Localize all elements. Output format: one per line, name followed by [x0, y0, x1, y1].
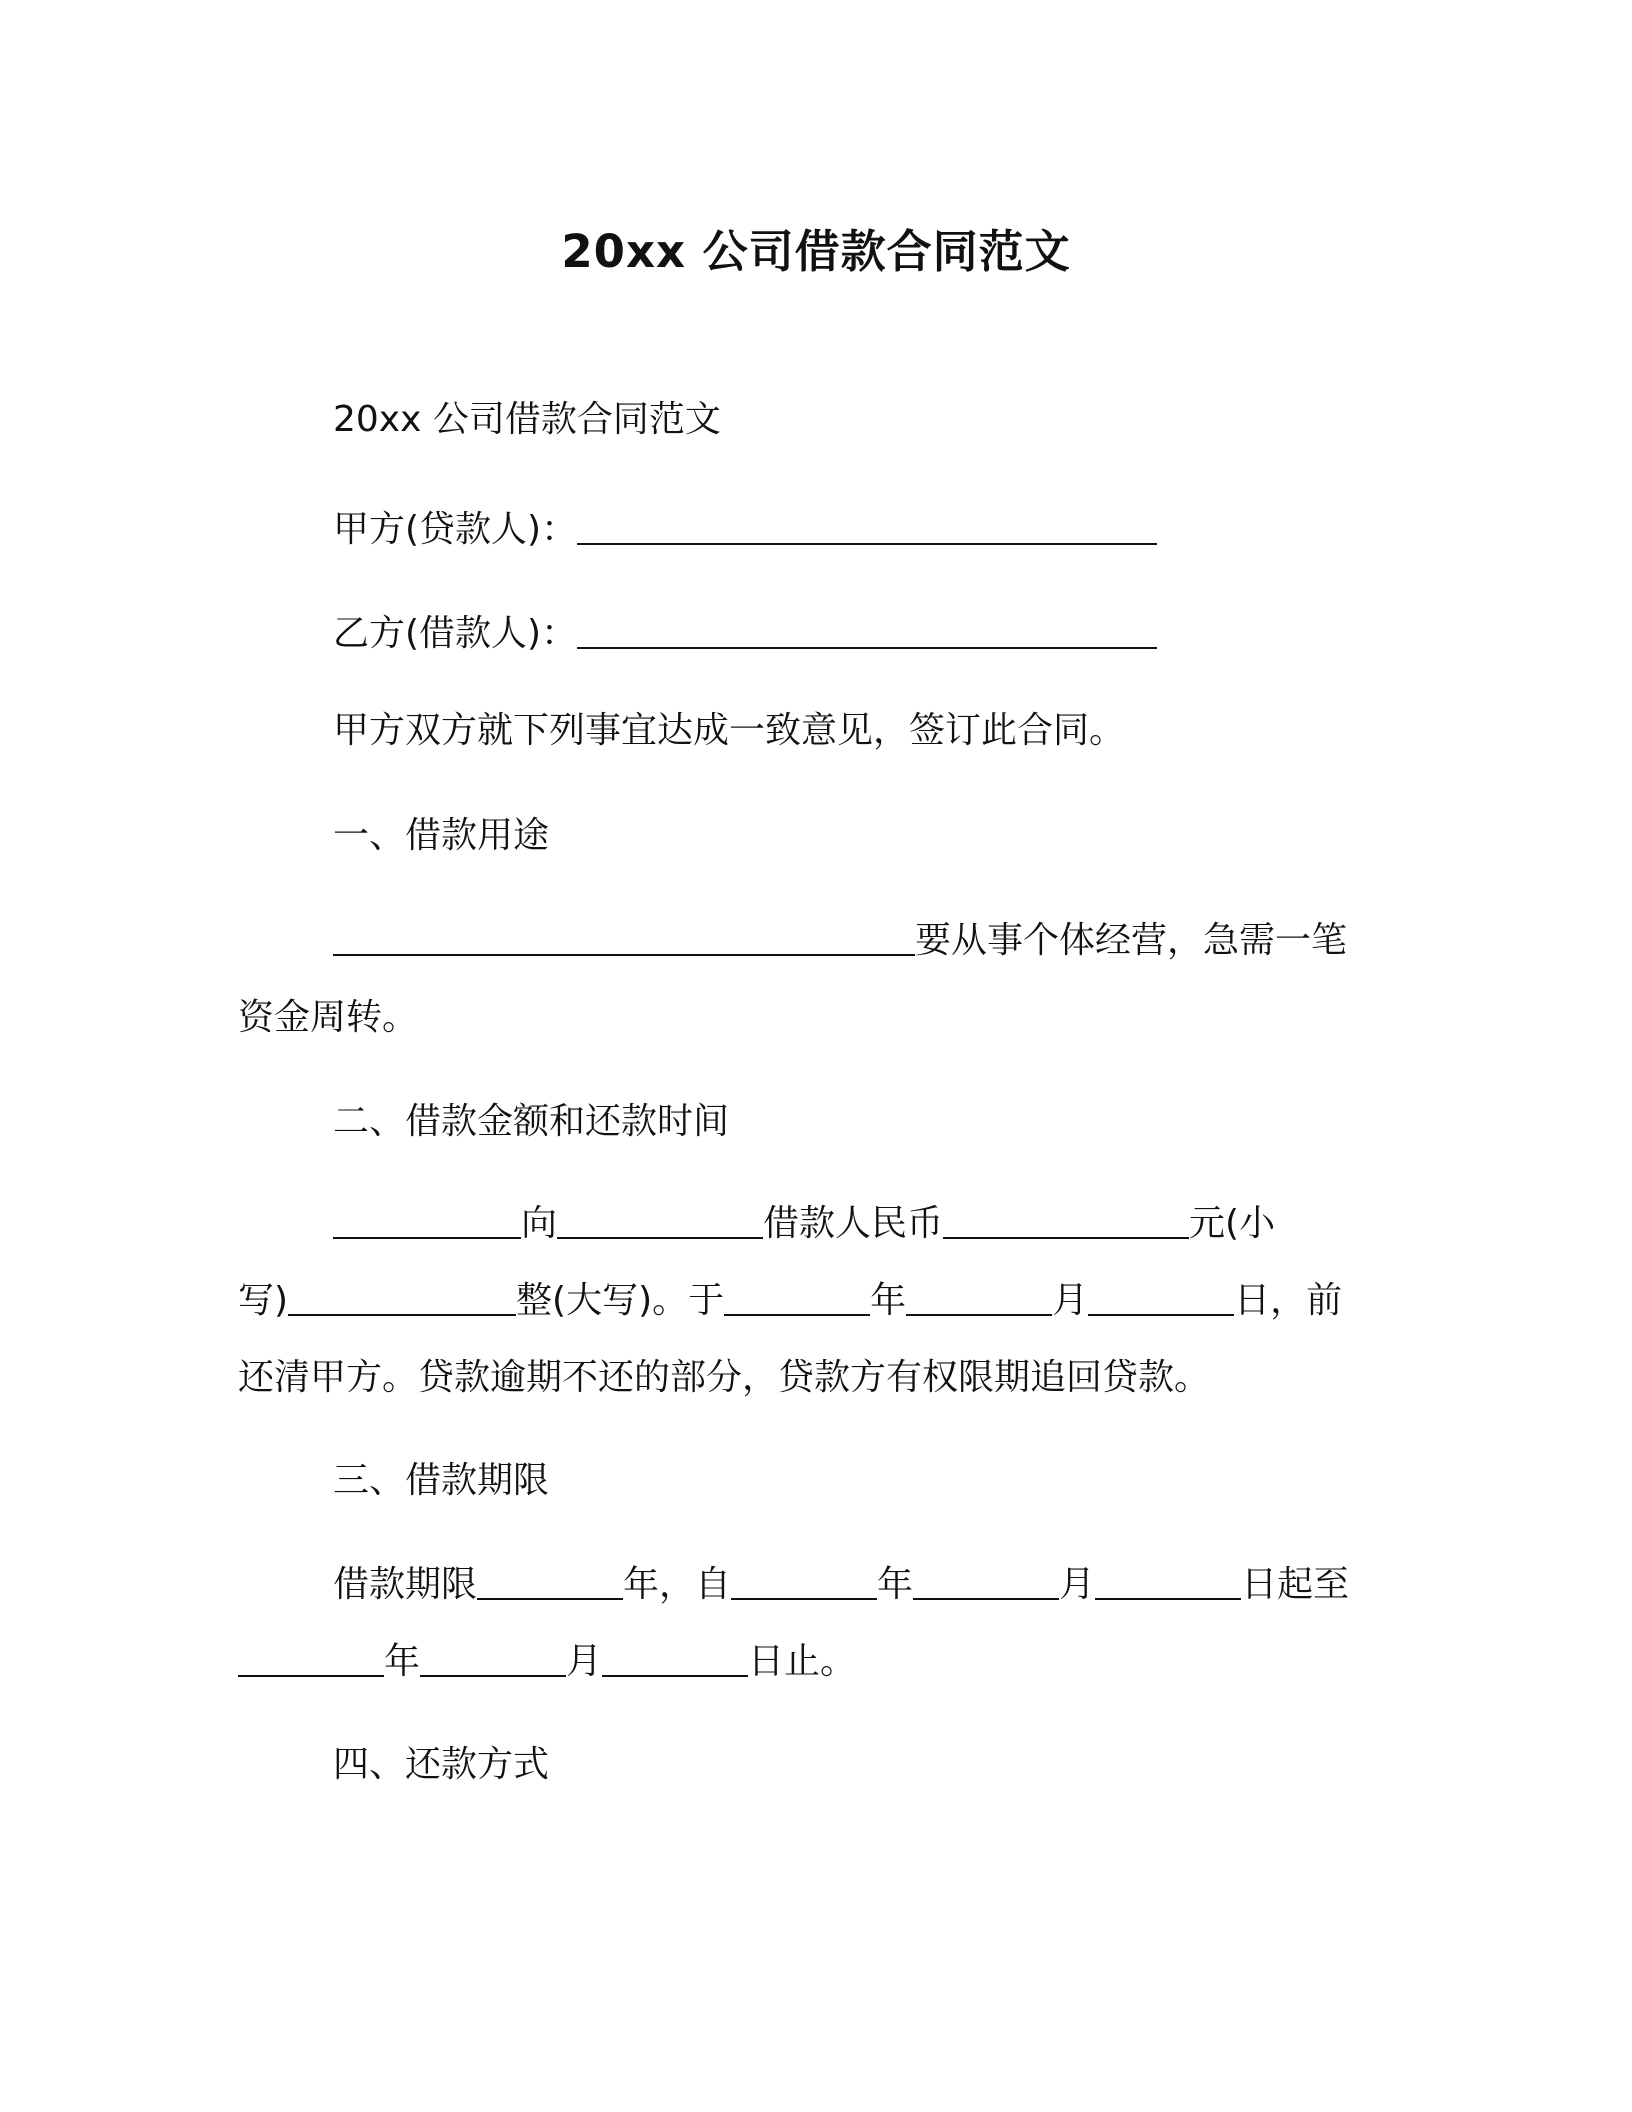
section1-line1 [333, 916, 1347, 966]
text-year: 年 [384, 1641, 421, 1682]
intro-text: 甲方双方就下列事宜达成一致意见，签订此合同。 [333, 710, 1126, 751]
party-a-label: 甲方(贷款人)： [333, 509, 578, 550]
text-yuan: 元(小 [1189, 1203, 1276, 1244]
text-day: 日，前 [1234, 1280, 1343, 1321]
section-heading-3: 三、借款期限 [333, 1460, 550, 1501]
section1-line1-text: 要从事个体经营，急需一笔 [915, 920, 1348, 961]
repay-day-blank [1088, 1278, 1234, 1316]
text-month: 月 [1052, 1280, 1089, 1321]
section3-line2 [238, 1637, 856, 1687]
party-b-blank [577, 611, 1157, 649]
section3-line1 [333, 1560, 1349, 1610]
section-heading-2: 二、借款金额和还款时间 [333, 1101, 730, 1142]
end-day-blank [602, 1639, 748, 1677]
term-years-blank [477, 1562, 623, 1600]
text-month: 月 [566, 1641, 603, 1682]
lender-name-blank [333, 1201, 521, 1239]
section2-line3: 还清甲方。贷款逾期不还的部分，贷款方有权限期追回贷款。 [238, 1357, 1211, 1398]
repay-year-blank [724, 1278, 870, 1316]
start-day-blank [1095, 1562, 1241, 1600]
repay-month-blank [906, 1278, 1052, 1316]
party-a-line [333, 505, 1157, 555]
document-title: 20xx 公司借款合同范文 [561, 225, 1071, 278]
end-month-blank [420, 1639, 566, 1677]
section2-line1 [333, 1199, 1275, 1249]
section-heading-1: 一、借款用途 [333, 815, 550, 856]
text-year: 年 [877, 1564, 914, 1605]
purpose-blank [333, 918, 915, 956]
text-zheng: 整(大写)。于 [516, 1280, 725, 1321]
document-subtitle: 20xx 公司借款合同范文 [333, 399, 721, 440]
amount-lowercase-blank [943, 1201, 1189, 1239]
start-year-blank [731, 1562, 877, 1600]
borrower-name-blank [557, 1201, 763, 1239]
party-b-label: 乙方(借款人)： [333, 613, 578, 654]
party-a-blank [577, 507, 1157, 545]
start-month-blank [913, 1562, 1059, 1600]
text-day-end: 日止。 [748, 1641, 857, 1682]
end-year-blank [238, 1639, 384, 1677]
text-year: 年 [870, 1280, 907, 1321]
amount-uppercase-blank [288, 1278, 516, 1316]
text-xie: 写) [238, 1280, 289, 1321]
text-day-until: 日起至 [1241, 1564, 1350, 1605]
section1-line2: 资金周转。 [238, 997, 419, 1038]
section2-line2 [238, 1276, 1342, 1326]
party-b-line [333, 609, 1157, 659]
text-month: 月 [1059, 1564, 1096, 1605]
section-heading-4: 四、还款方式 [333, 1744, 550, 1785]
text-xiang: 向 [521, 1203, 558, 1244]
text-term: 借款期限 [333, 1564, 478, 1605]
text-loan-rmb: 借款人民币 [763, 1203, 944, 1244]
text-year-from: 年，自 [623, 1564, 732, 1605]
